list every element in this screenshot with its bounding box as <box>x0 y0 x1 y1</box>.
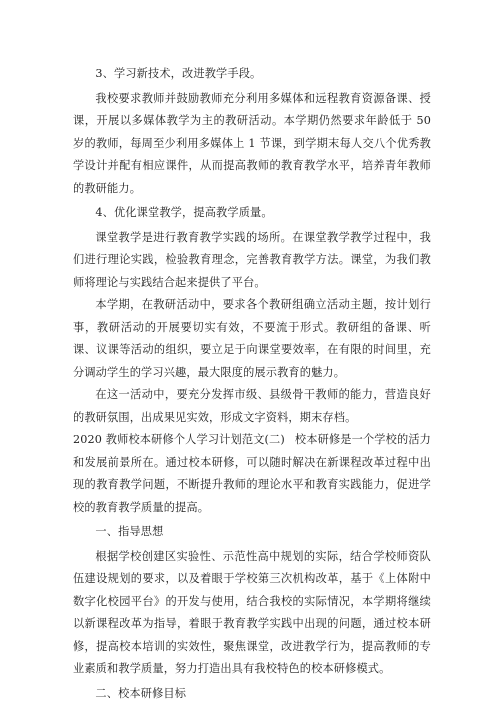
section-title-and-intro <box>73 429 431 519</box>
heading-optimize-classroom: 4、优化课堂教学，提高教学质量。 <box>73 202 431 225</box>
section-intro: 校本研修是一个学校的活力和发展前景所在。通过校本研修，可以随时解决在新课程改革过程中出现的教育教学问题，不断提升教师的理论水平和教育实践能力，促进学校的教育教学质量的提高。 <box>73 433 431 514</box>
section-title: 2020 教师校本研修个人学习计划范文(二) <box>73 433 285 446</box>
heading-guiding-ideology: 一、指导思想 <box>73 521 431 544</box>
paragraph-multimedia-teaching: 我校要求教师并鼓励教师充分利用多媒体和远程教育资源备课、授课，开展以多媒体教学为主的教研活动。本学期仍然要求年龄低于 50 岁的教师，每周至少利用多媒体上 1 节课，到学期末每人交八个优秀教学设计并配有相应课件，从而提高教师的教育教学水平，培养青年教师的教研能力。 <box>73 88 431 201</box>
paragraph-guiding-ideology: 根据学校创建区实验性、示范性高中规划的实际，结合学校师资队伍建设规划的要求，以及着眼于学校第三次机构改革，基于《上体附中数字化校园平台》的开发与使用，结合我校的实际情况，本学期将继续以新课程改革为指导，着眼于教育教学实践中出现的问题，通过校本研修，提高校本培训的实效性，聚焦课堂，改进教学行为，提高教师的专业素质和教学质量，努力打造出具有我校特色的校本研修模式。 <box>73 546 431 681</box>
heading-research-goals: 二、校本研修目标 <box>73 683 431 705</box>
heading-learn-new-tech: 3、学习新技术，改进教学手段。 <box>73 63 431 86</box>
paragraph-backbone-teachers: 在这一活动中，要充分发挥市级、县级骨干教师的能力，营造良好的教研氛围，出成果见实效，形成文字资料，期末存档。 <box>73 384 431 429</box>
paragraph-teaching-research: 本学期，在教研活动中，要求各个教研组确立活动主题，按计划行事，教研活动的开展要切实有效，不要流于形式。教研组的备课、听课、议课等活动的组织，要立足于向课堂要效率，在有限的时间里，充分调动学生的学习兴趣，最大限度的展示教育的魅力。 <box>73 294 431 384</box>
paragraph-classroom-practice: 课堂教学是进行教育教学实践的场所。在课堂教学教学过程中，我们进行理论实践，检验教育理念，完善教育教学方法。课堂，为我们教师将理论与实践结合起来提供了平台。 <box>73 227 431 295</box>
